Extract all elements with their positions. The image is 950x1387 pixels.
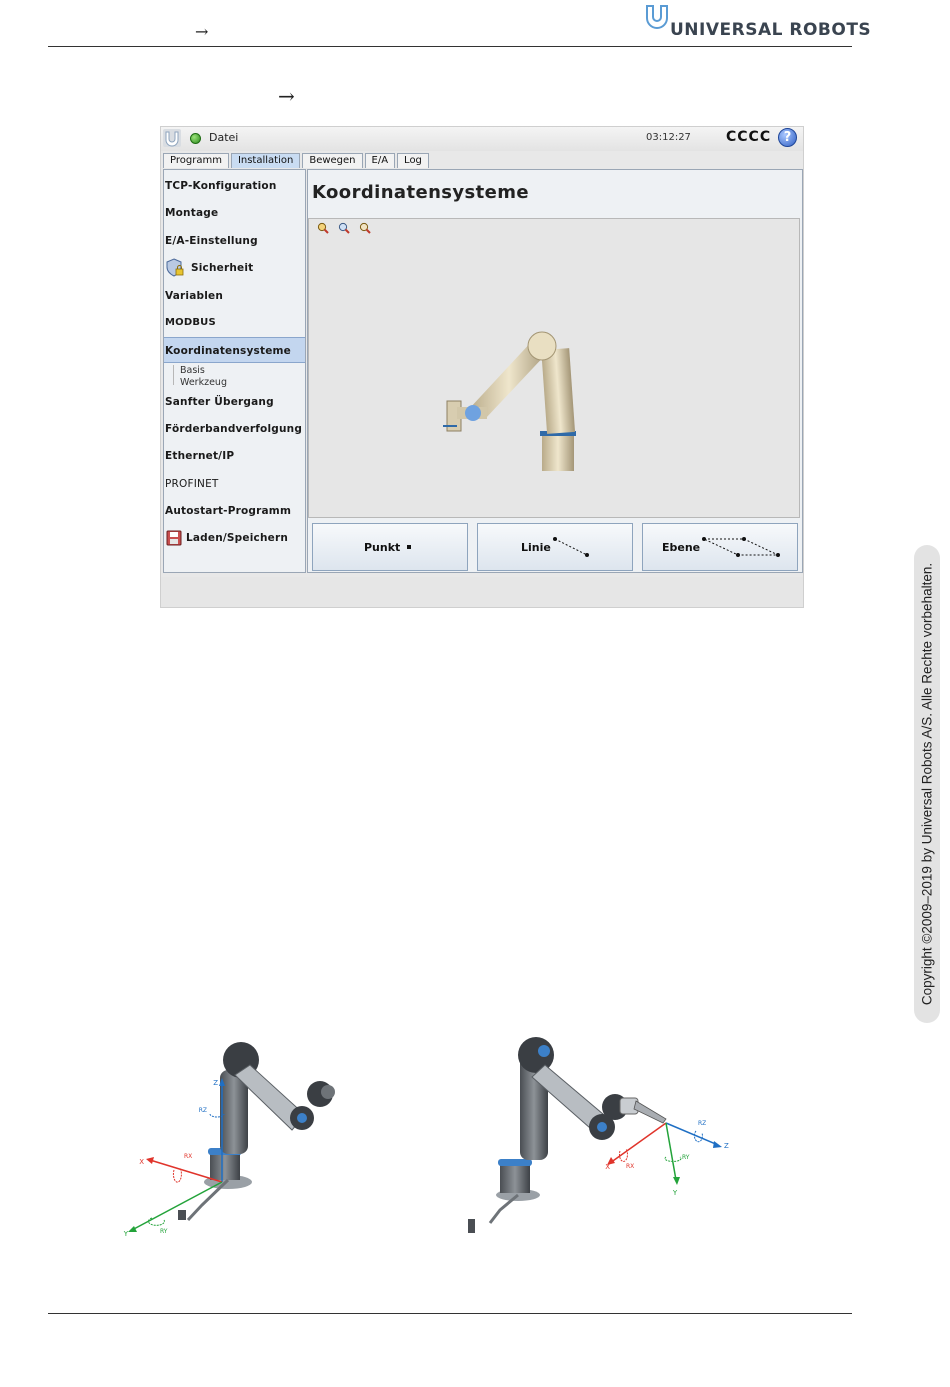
tool-rx-label: RX xyxy=(626,1163,635,1170)
robot-name: CCCC xyxy=(726,129,772,145)
footer-rule xyxy=(48,1313,852,1314)
clock: 03:12:27 xyxy=(646,132,691,143)
base-ry-label: RY xyxy=(160,1228,168,1235)
robot-arm-model xyxy=(309,219,799,517)
tool-x-label: X xyxy=(605,1163,610,1171)
tab-programm[interactable]: Programm xyxy=(163,153,229,168)
ebene-label: Ebene xyxy=(662,541,701,554)
content-panel xyxy=(307,169,803,573)
file-menu[interactable]: Datei xyxy=(209,131,239,144)
breadcrumb-arrow: → xyxy=(278,84,295,108)
main-tabs xyxy=(163,153,431,168)
sidebar-item-label: Sicherheit xyxy=(191,262,254,274)
base-z-label: Z xyxy=(213,1079,218,1087)
robot-status-icon[interactable] xyxy=(190,133,201,144)
floppy-disk-icon xyxy=(166,530,182,546)
line-icon xyxy=(552,536,592,560)
base-y-label: Y xyxy=(123,1230,128,1238)
copyright-notice: Copyright ©2009–2019 by Universal Robots A/S. Alle Rechte vorbehalten. xyxy=(919,562,935,1006)
tool-frame-illustration xyxy=(460,1035,740,1245)
base-rx-label: RX xyxy=(184,1153,193,1160)
tool-y-label: Y xyxy=(672,1189,678,1197)
title-bar xyxy=(161,127,803,151)
footer-bar xyxy=(161,577,803,607)
sidebar-item-sanfter-uebergang[interactable]: Sanfter Übergang xyxy=(165,396,274,408)
robot-3d-view[interactable] xyxy=(308,218,800,518)
polyscope-window xyxy=(160,126,804,608)
sidebar-subitem-werkzeug[interactable]: Werkzeug xyxy=(180,377,227,388)
help-icon[interactable]: ? xyxy=(778,128,797,147)
tool-ry-label: RY xyxy=(682,1154,690,1161)
header-arrow: → xyxy=(195,22,209,41)
tree-line xyxy=(173,365,174,385)
tab-installation[interactable]: Installation xyxy=(231,153,300,168)
tab-ea[interactable]: E/A xyxy=(365,153,396,168)
sidebar-subitem-basis[interactable]: Basis xyxy=(180,365,205,376)
tool-z-label: Z xyxy=(724,1142,729,1150)
sidebar-item-profinet[interactable]: PROFINET xyxy=(165,478,219,490)
installation-sidebar xyxy=(163,169,306,573)
sidebar-item-laden-speichern[interactable] xyxy=(164,525,305,551)
sidebar-item-tcp[interactable]: TCP-Konfiguration xyxy=(165,180,277,192)
sidebar-item-variablen[interactable]: Variablen xyxy=(165,290,224,302)
punkt-button[interactable] xyxy=(312,523,468,571)
sidebar-item-montage[interactable]: Montage xyxy=(165,207,219,219)
sidebar-item-foerderband[interactable]: Förderbandverfolgung xyxy=(165,423,303,435)
sidebar-item-label: Laden/Speichern xyxy=(186,532,288,544)
sidebar-item-io-setup[interactable]: E/A-Einstellung xyxy=(165,235,258,247)
ur-menu-icon[interactable] xyxy=(163,129,181,147)
linie-button[interactable] xyxy=(477,523,633,571)
base-frame-illustration xyxy=(110,1030,370,1260)
sidebar-item-sicherheit[interactable] xyxy=(164,255,305,281)
base-rz-label: RZ xyxy=(198,1107,207,1114)
shield-lock-icon xyxy=(165,258,185,278)
page-title: Koordinatensysteme xyxy=(312,182,530,203)
linie-label: Linie xyxy=(521,541,551,554)
point-icon xyxy=(405,543,413,551)
punkt-label: Punkt xyxy=(364,541,401,554)
plane-icon xyxy=(701,536,781,560)
base-x-label: X xyxy=(139,1158,144,1166)
header-rule xyxy=(48,46,852,47)
brand-wordmark: UNIVERSAL ROBOTS xyxy=(670,20,872,40)
sidebar-item-autostart[interactable]: Autostart-Programm xyxy=(165,505,292,517)
tab-bewegen[interactable]: Bewegen xyxy=(302,153,362,168)
tab-log[interactable]: Log xyxy=(397,153,429,168)
tool-rz-label: RZ xyxy=(698,1120,707,1127)
sidebar-item-ethernet-ip[interactable]: Ethernet/IP xyxy=(165,450,235,462)
ebene-button[interactable] xyxy=(642,523,798,571)
sidebar-item-modbus[interactable]: MODBUS xyxy=(165,317,216,328)
sidebar-item-koordinatensysteme[interactable]: Koordinatensysteme xyxy=(164,337,305,363)
